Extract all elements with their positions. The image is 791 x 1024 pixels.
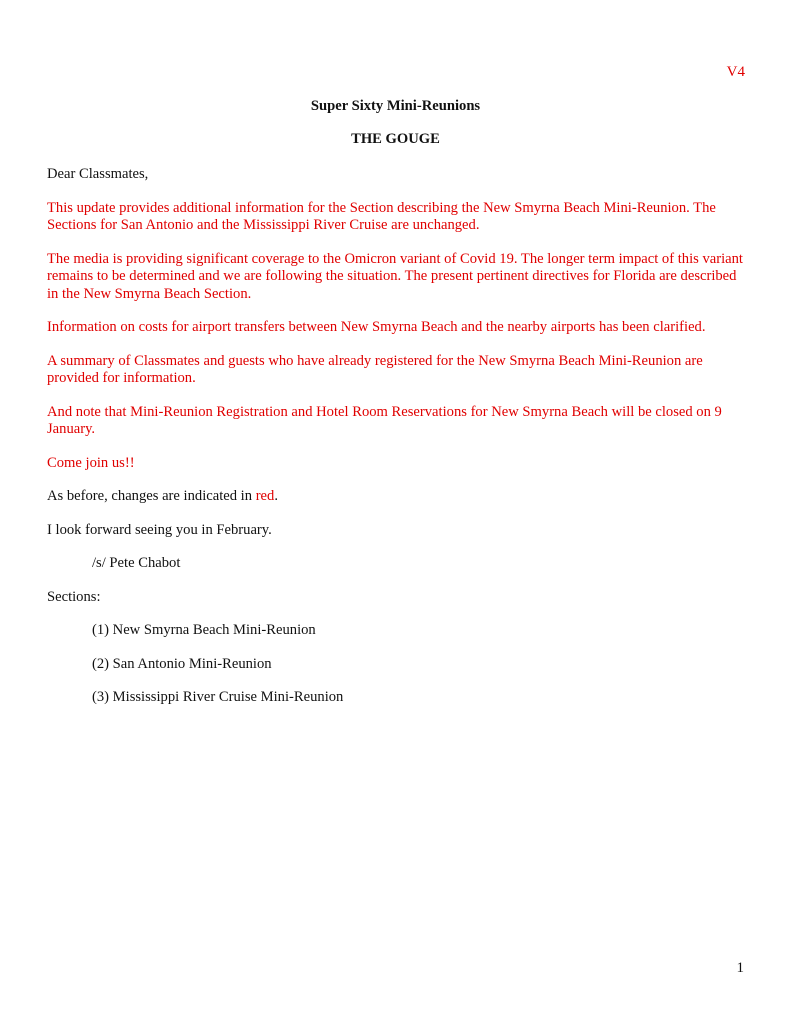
section-item-mississippi-river-cruise: (3) Mississippi River Cruise Mini-Reunion (92, 689, 344, 705)
salutation: Dear Classmates, (47, 166, 149, 182)
document-subtitle: THE GOUGE (351, 131, 440, 147)
letter-body (47, 166, 747, 723)
sections-list (47, 622, 747, 707)
update-paragraph: This update provides additional information for the Section describing the New Smyrna Beach Mini-Reunion. The Sections for San Antonio and the Mississippi River Cruise are unchanged. (47, 199, 716, 233)
version-label: V4 (726, 64, 745, 80)
omicron-paragraph: The media is providing significant coverage to the Omicron variant of Covid 19. The longer term impact of this variant remains to be determined and we are following the situation. The present pertinent directives for Florida are described in the New Smyrna Beach Section. (47, 250, 743, 302)
sections-heading: Sections: (47, 588, 101, 605)
closing-date-paragraph: And note that Mini-Reunion Registration and Hotel Room Reservations for New Smyrna Beach will be closed on 9 January. (47, 403, 722, 437)
signature: /s/ Pete Chabot (92, 555, 181, 571)
page-number: 1 (736, 960, 744, 976)
come-join-paragraph: Come join us!! (47, 454, 135, 471)
changes-note-suffix: . (274, 488, 278, 504)
registration-summary-paragraph: A summary of Classmates and guests who have already registered for the New Smyrna Beach Mini-Reunion are provided for information. (47, 352, 703, 386)
closing-line: I look forward seeing you in February. (47, 521, 272, 538)
airport-transfer-paragraph: Information on costs for airport transfers between New Smyrna Beach and the nearby airports has been clarified. (47, 319, 706, 335)
changes-note (47, 488, 747, 506)
section-item-san-antonio: (2) San Antonio Mini-Reunion (92, 655, 272, 672)
document-title: Super Sixty Mini-Reunions (310, 98, 481, 114)
section-item-new-smyrna-beach: (1) New Smyrna Beach Mini-Reunion (92, 622, 316, 638)
changes-note-prefix: As before, changes are indicated in (47, 488, 256, 504)
changes-note-red-word: red (255, 488, 275, 504)
